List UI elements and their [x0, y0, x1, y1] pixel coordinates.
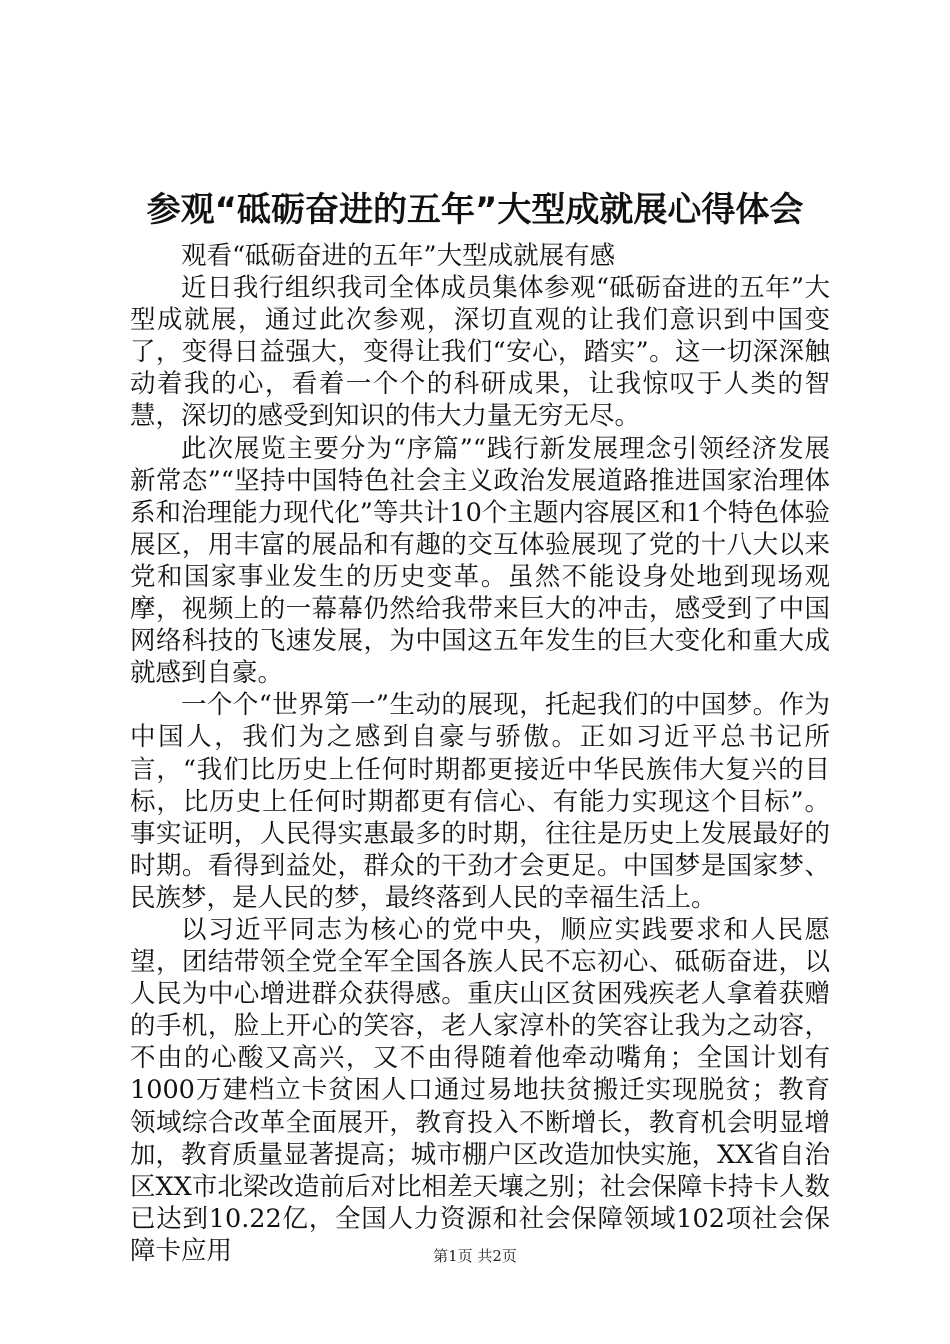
document-title: 参观“砥砺奋进的五年”大型成就展心得体会 — [146, 190, 804, 230]
body-paragraph: 此次展览主要分为“序篇”“践行新发展理念引领经济发展新常态”“坚持中国特色社会主义政治发展道路推进国家治理体系和治理能力现代化”等共计10个主题内容展区和1个特色体验展区，用丰富的展品和有趣的交互体验展现了党的十八大以来党和国家事业发生的历史变革。虽然不能设身处地到现场观摩，视频上的一幕幕仍然给我带来巨大的冲击，感受到了中国网络科技的飞速发展，为中国这五年发生的巨大变化和重大成就感到自豪。 — [130, 433, 830, 689]
page-number-footer: 第1页 共2页 — [433, 1247, 517, 1265]
subtitle-paragraph: 观看“砥砺奋进的五年”大型成就展有感 — [181, 241, 616, 271]
body-paragraph: 近日我行组织我司全体成员集体参观“砥砺奋进的五年”大型成就展，通过此次参观，深切直观的让我们意识到中国变了，变得日益强大，变得让我们“安心，踏实”。这一切深深触动着我的心，看着一个个的科研成果，让我惊叹于人类的智慧，深切的感受到知识的伟大力量无穷无尽。 — [130, 273, 830, 432]
body-paragraph: 一个个“世界第一”生动的展现，托起我们的中国梦。作为中国人，我们为之感到自豪与骄傲。正如习近平总书记所言，“我们比历史上任何时期都更接近中华民族伟大复兴的目标，比历史上任何时期都更有信心、有能力实现这个目标”。事实证明，人民得实惠最多的时期，往往是历史上发展最好的时期。看得到益处，群众的干劲才会更足。中国梦是国家梦、民族梦，是人民的梦，最终落到人民的幸福生活上。 — [130, 690, 830, 913]
body-paragraph: 以习近平同志为核心的党中央，顺应实践要求和人民愿望，团结带领全党全军全国各族人民不忘初心、砥砺奋进，以人民为中心增进群众获得感。重庆山区贫困残疾老人拿着获赠的手机，脸上开心的笑容，老人家淳朴的笑容让我为之动容，不由的心酸又高兴，又不由得随着他牵动嘴角；全国计划有1000万建档立卡贫困人口通过易地扶贫搬迁实现脱贫；教育领域综合改革全面展开，教育投入不断增长，教育机会明显增加，教育质量显著提高；城市棚户区改造加快实施，XX省自治区XX市北梁改造前后对比相差天壤之别；社会保障卡持卡人数已达到10.22亿，全国人力资源和社会保障领域102项社会保障卡应用 — [130, 914, 830, 1266]
document-body — [130, 240, 830, 1267]
